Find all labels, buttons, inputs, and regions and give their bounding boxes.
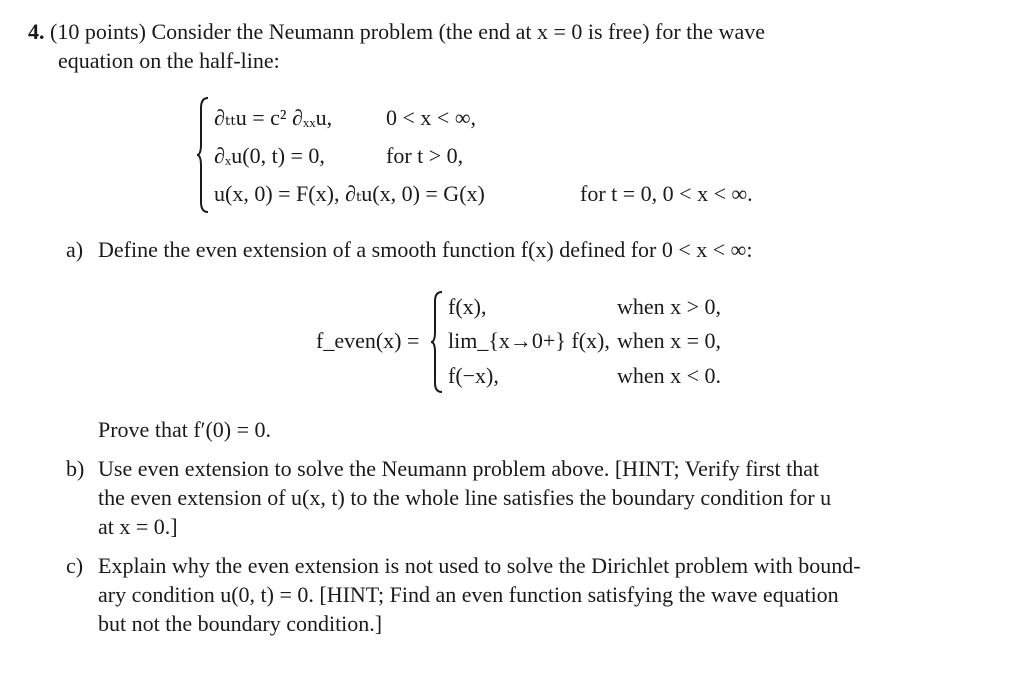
case2-expr: lim_{x→0+} f(x),	[448, 328, 610, 353]
problem-number: 4.	[28, 19, 45, 44]
even-extension-lhs: f_even(x) =	[316, 328, 420, 353]
system-row1-cond: 0 < x < ∞,	[386, 105, 476, 130]
case2-cond: when x = 0,	[617, 328, 722, 353]
case3-expr: f(−x),	[448, 363, 499, 388]
system-row3-eq: u(x, 0) = F(x), ∂ₜu(x, 0) = G(x)	[214, 181, 485, 206]
part-a-prove: Prove that f′(0) = 0.	[98, 417, 272, 442]
system-row3-cond: for t = 0, 0 < x < ∞.	[580, 181, 753, 206]
part-a-text: Define the even extension of a smooth function f(x) defined for 0 < x < ∞:	[98, 237, 753, 262]
part-b-line3: at x = 0.]	[98, 514, 178, 539]
problem-header-line1: (10 points) Consider the Neumann problem (the end at x = 0 is free) for the wave	[50, 19, 765, 44]
system-row2-eq: ∂ₓu(0, t) = 0,	[214, 143, 325, 168]
case1-cond: when x > 0,	[617, 294, 722, 319]
part-b-line1: Use even extension to solve the Neumann problem above. [HINT; Verify first that	[98, 456, 820, 481]
part-a-label: a)	[66, 237, 84, 262]
system-row2-cond: for t > 0,	[386, 143, 464, 168]
part-c-line3: but not the boundary condition.]	[98, 611, 383, 636]
part-c-line2: ary condition u(0, t) = 0. [HINT; Find an even function satisfying the wave equation	[98, 582, 839, 607]
part-c-line1: Explain why the even extension is not used to solve the Dirichlet problem with bound-	[98, 553, 861, 578]
problem-header	[28, 18, 765, 46]
cases-brace	[430, 290, 444, 394]
case3-cond: when x < 0.	[617, 363, 722, 388]
part-b-label: b)	[66, 456, 85, 481]
part-c-label: c)	[66, 553, 84, 578]
system-brace	[196, 96, 210, 214]
part-b-line2: the even extension of u(x, t) to the whole line satisfies the boundary condition for u	[98, 485, 832, 510]
case1-expr: f(x),	[448, 294, 487, 319]
problem-header-line2: equation on the half-line:	[58, 48, 280, 73]
system-row1-eq: ∂ₜₜu = c² ∂ₓₓu,	[214, 105, 333, 130]
